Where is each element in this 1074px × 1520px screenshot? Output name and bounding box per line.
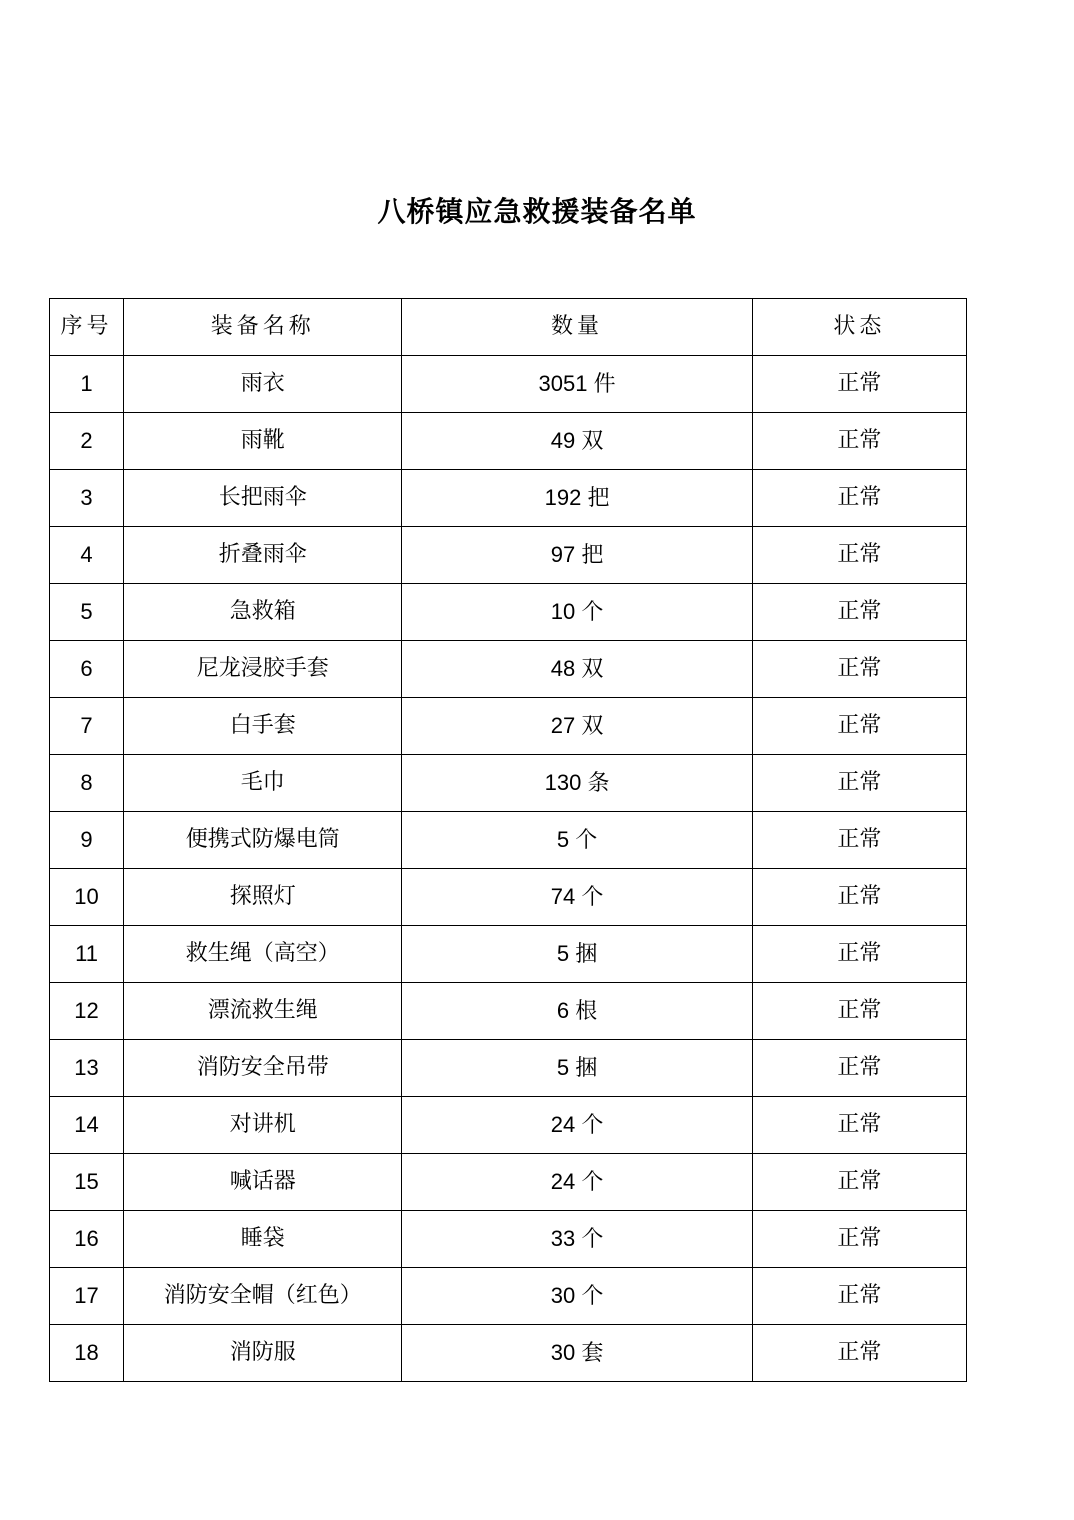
cell-equipment-name: 消防安全吊带: [124, 1040, 402, 1097]
cell-quantity: 30 个: [402, 1268, 752, 1325]
table-row: [50, 527, 967, 584]
table-row: [50, 926, 967, 983]
table-row: [50, 1154, 967, 1211]
cell-equipment-name: 毛巾: [124, 755, 402, 812]
cell-equipment-name: 雨衣: [124, 356, 402, 413]
cell-quantity: 97 把: [402, 527, 752, 584]
cell-equipment-name: 探照灯: [124, 869, 402, 926]
cell-serial-number: 7: [50, 698, 124, 755]
cell-equipment-name: 长把雨伞: [124, 470, 402, 527]
cell-status: 正常: [752, 641, 966, 698]
cell-status: 正常: [752, 698, 966, 755]
equipment-table: [49, 298, 967, 1382]
table-row: [50, 1097, 967, 1154]
cell-equipment-name: 救生绳（高空）: [124, 926, 402, 983]
cell-quantity: 49 双: [402, 413, 752, 470]
table-row: [50, 755, 967, 812]
cell-equipment-name: 折叠雨伞: [124, 527, 402, 584]
cell-status: 正常: [752, 983, 966, 1040]
cell-equipment-name: 雨靴: [124, 413, 402, 470]
table-row: [50, 641, 967, 698]
cell-serial-number: 2: [50, 413, 124, 470]
cell-serial-number: 12: [50, 983, 124, 1040]
header-row: [50, 299, 967, 356]
cell-status: 正常: [752, 356, 966, 413]
cell-quantity: 24 个: [402, 1154, 752, 1211]
cell-serial-number: 5: [50, 584, 124, 641]
cell-quantity: 74 个: [402, 869, 752, 926]
cell-quantity: 5 个: [402, 812, 752, 869]
table-row: [50, 470, 967, 527]
cell-equipment-name: 对讲机: [124, 1097, 402, 1154]
cell-status: 正常: [752, 413, 966, 470]
cell-serial-number: 10: [50, 869, 124, 926]
header-serial-number: 序号: [50, 299, 124, 356]
cell-serial-number: 9: [50, 812, 124, 869]
cell-quantity: 5 捆: [402, 1040, 752, 1097]
cell-status: 正常: [752, 527, 966, 584]
cell-status: 正常: [752, 1211, 966, 1268]
cell-quantity: 130 条: [402, 755, 752, 812]
table-row: [50, 1040, 967, 1097]
cell-quantity: 10 个: [402, 584, 752, 641]
table-header: [50, 299, 967, 356]
cell-serial-number: 14: [50, 1097, 124, 1154]
cell-quantity: 33 个: [402, 1211, 752, 1268]
cell-quantity: 27 双: [402, 698, 752, 755]
cell-serial-number: 15: [50, 1154, 124, 1211]
cell-status: 正常: [752, 926, 966, 983]
table-row: [50, 584, 967, 641]
cell-status: 正常: [752, 869, 966, 926]
cell-status: 正常: [752, 1040, 966, 1097]
cell-equipment-name: 白手套: [124, 698, 402, 755]
cell-equipment-name: 漂流救生绳: [124, 983, 402, 1040]
header-quantity: 数量: [402, 299, 752, 356]
cell-status: 正常: [752, 1325, 966, 1382]
table-row: [50, 698, 967, 755]
cell-equipment-name: 消防服: [124, 1325, 402, 1382]
table-row: [50, 1325, 967, 1382]
cell-status: 正常: [752, 1097, 966, 1154]
table-row: [50, 413, 967, 470]
cell-serial-number: 16: [50, 1211, 124, 1268]
cell-status: 正常: [752, 755, 966, 812]
header-equipment-name: 装备名称: [124, 299, 402, 356]
cell-equipment-name: 尼龙浸胶手套: [124, 641, 402, 698]
header-status: 状态: [752, 299, 966, 356]
cell-equipment-name: 睡袋: [124, 1211, 402, 1268]
cell-equipment-name: 急救箱: [124, 584, 402, 641]
cell-equipment-name: 喊话器: [124, 1154, 402, 1211]
cell-serial-number: 17: [50, 1268, 124, 1325]
cell-quantity: 24 个: [402, 1097, 752, 1154]
cell-serial-number: 8: [50, 755, 124, 812]
cell-quantity: 5 捆: [402, 926, 752, 983]
cell-quantity: 6 根: [402, 983, 752, 1040]
table-row: [50, 869, 967, 926]
cell-serial-number: 6: [50, 641, 124, 698]
cell-serial-number: 3: [50, 470, 124, 527]
cell-equipment-name: 便携式防爆电筒: [124, 812, 402, 869]
cell-quantity: 30 套: [402, 1325, 752, 1382]
cell-serial-number: 13: [50, 1040, 124, 1097]
table-row: [50, 983, 967, 1040]
cell-quantity: 192 把: [402, 470, 752, 527]
cell-serial-number: 4: [50, 527, 124, 584]
cell-status: 正常: [752, 470, 966, 527]
cell-quantity: 48 双: [402, 641, 752, 698]
cell-status: 正常: [752, 1268, 966, 1325]
table-row: [50, 1268, 967, 1325]
document-title: 八桥镇应急救援装备名单: [377, 195, 697, 228]
table-row: [50, 1211, 967, 1268]
table-row: [50, 356, 967, 413]
cell-equipment-name: 消防安全帽（红色）: [124, 1268, 402, 1325]
cell-serial-number: 18: [50, 1325, 124, 1382]
table-row: [50, 812, 967, 869]
cell-serial-number: 11: [50, 926, 124, 983]
table-body: [50, 356, 967, 1382]
cell-status: 正常: [752, 584, 966, 641]
cell-status: 正常: [752, 812, 966, 869]
cell-quantity: 3051 件: [402, 356, 752, 413]
cell-status: 正常: [752, 1154, 966, 1211]
cell-serial-number: 1: [50, 356, 124, 413]
